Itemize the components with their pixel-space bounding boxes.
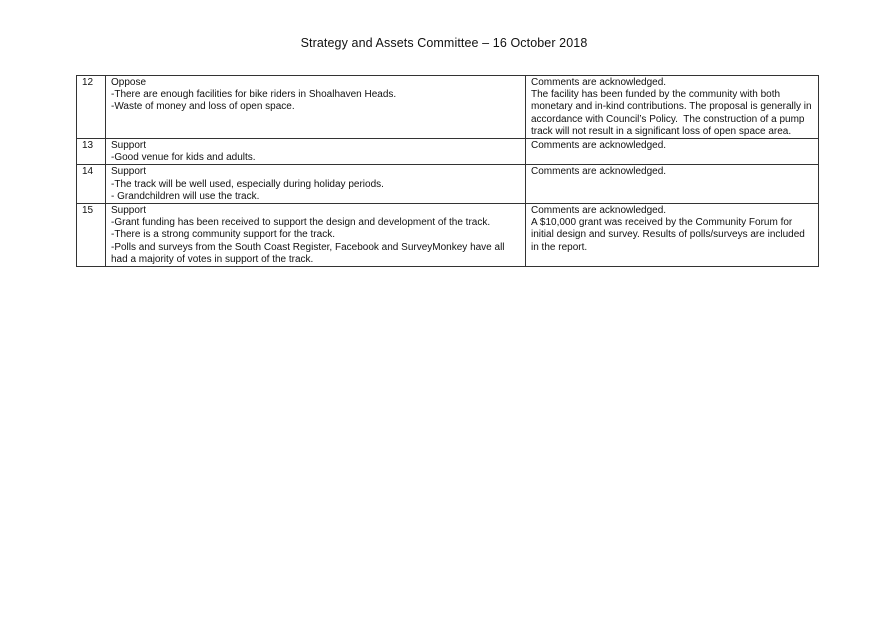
- submission-point: - Grandchildren will use the track.: [111, 190, 260, 202]
- submission-point: -Grant funding has been received to support the design and development of the track.: [111, 217, 491, 229]
- table-row: [77, 165, 819, 204]
- submission-stance: Oppose: [111, 77, 147, 88]
- row-number: 12: [77, 76, 106, 139]
- comment-text: Comments are acknowledged.: [531, 77, 667, 88]
- row-number: 15: [77, 204, 106, 267]
- table-row: [77, 204, 819, 267]
- page-title: Strategy and Assets Committee – 16 October 2018: [300, 36, 588, 50]
- submission-point: -Waste of money and loss of open space.: [111, 101, 295, 113]
- submission-cell: [106, 165, 526, 204]
- submission-stance: Support: [111, 166, 147, 178]
- comment-text: Comments are acknowledged.: [531, 205, 667, 217]
- submission-stance: Support: [111, 140, 147, 152]
- comment-cell: [526, 165, 819, 204]
- row-number: 14: [77, 165, 106, 204]
- comment-cell: [526, 204, 819, 267]
- submission-cell: [106, 139, 526, 165]
- submission-stance: Support: [111, 205, 147, 217]
- comment-text: A $10,000 grant was received by the Community Forum for initial design and survey. Results of polls/surveys are included in the report.: [531, 217, 808, 253]
- row-number: 13: [77, 139, 106, 165]
- submission-point: -Good venue for kids and adults.: [111, 152, 256, 164]
- comment-text: Comments are acknowledged.: [531, 166, 667, 178]
- submissions-table: [76, 75, 819, 267]
- table-row: [77, 139, 819, 165]
- comment-cell: [526, 139, 819, 165]
- submission-point: -There are enough facilities for bike riders in Shoalhaven Heads.: [111, 89, 397, 101]
- submission-cell: [106, 204, 526, 267]
- comment-text: Comments are acknowledged.: [531, 140, 667, 152]
- comment-cell: [526, 76, 819, 139]
- table-row: [77, 76, 819, 139]
- submission-point: -There is a strong community support for the track.: [111, 229, 335, 241]
- submission-point: -Polls and surveys from the South Coast Register, Facebook and SurveyMonkey have all had a majority of votes in support of the track.: [111, 241, 508, 265]
- comment-text: The facility has been funded by the community with both monetary and in-kind contributions. The proposal is generally in accordance with Council’s Policy. The construction of a pump track will not result in a significant loss of open space area.: [531, 89, 815, 137]
- submission-cell: [106, 76, 526, 139]
- submission-point: -The track will be well used, especially during holiday periods.: [111, 178, 384, 190]
